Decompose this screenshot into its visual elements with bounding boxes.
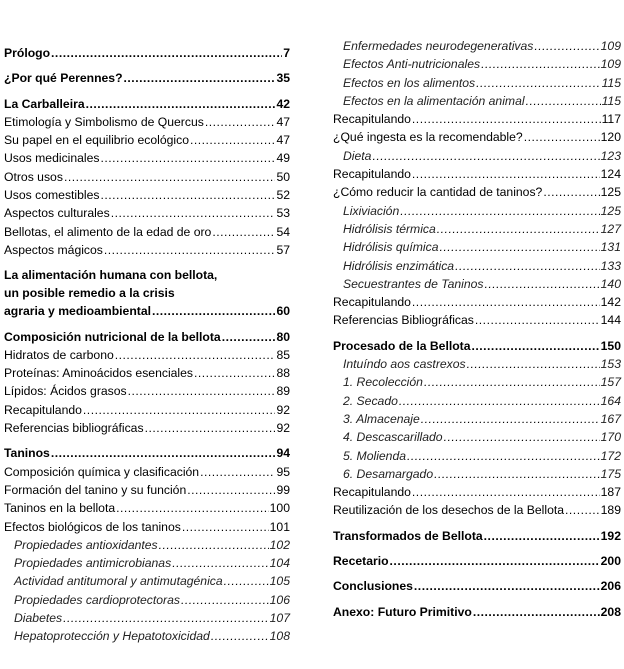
toc-subentry[interactable] <box>333 257 621 275</box>
entry-title: Hidrólisis química <box>343 240 439 255</box>
page-number: 7 <box>283 46 290 60</box>
entry-title: Conclusiones <box>333 579 413 594</box>
toc-entry[interactable] <box>333 483 621 501</box>
toc-entry[interactable] <box>333 501 621 519</box>
page-number: 192 <box>600 528 621 543</box>
entry-title: Recapitulando <box>333 485 411 500</box>
toc-subentry[interactable] <box>333 465 621 483</box>
toc-section-heading[interactable] <box>4 266 290 320</box>
toc-subentry[interactable] <box>333 275 621 293</box>
page-number: 115 <box>601 93 621 108</box>
page-number: 57 <box>276 242 290 257</box>
toc-entry[interactable] <box>333 183 621 201</box>
toc-entry[interactable] <box>4 186 290 204</box>
toc-subentry[interactable] <box>333 55 621 73</box>
page-number: 47 <box>276 133 290 148</box>
toc-section-heading[interactable] <box>333 527 621 545</box>
entry-title: Composición química y clasificación <box>4 464 200 479</box>
page-number: 115 <box>601 75 621 90</box>
heading-line: un posible remedio a la crisis <box>4 286 175 301</box>
entry-title: Efectos en los alimentos <box>343 75 476 90</box>
page-number: 92 <box>276 421 290 436</box>
dot-leader <box>467 355 600 373</box>
toc-entry[interactable] <box>4 518 290 536</box>
section-gap <box>4 62 290 69</box>
entry-title: ¿Por qué Perennes? <box>4 71 123 86</box>
toc-section-heading[interactable] <box>4 444 290 462</box>
dot-leader <box>194 364 275 382</box>
toc-entry[interactable] <box>333 165 621 183</box>
entry-title: 5. Molienda <box>343 448 407 463</box>
dot-leader <box>421 410 600 428</box>
dot-leader <box>159 536 269 554</box>
page-number: 123 <box>600 148 621 163</box>
dot-leader <box>526 92 601 110</box>
dot-leader <box>399 392 600 410</box>
toc-entry[interactable] <box>4 382 290 400</box>
toc-section-heading[interactable] <box>4 95 290 113</box>
toc-entry[interactable] <box>4 113 290 131</box>
page-number: 153 <box>600 357 621 372</box>
toc-entry[interactable] <box>4 481 290 499</box>
entry-title: 4. Descascarillado <box>343 430 443 445</box>
section-gap <box>333 330 621 337</box>
dot-leader <box>437 220 600 238</box>
toc-subentry[interactable] <box>333 428 621 446</box>
dot-leader <box>190 131 275 149</box>
toc-subentry[interactable] <box>333 202 621 220</box>
dot-leader <box>412 110 601 128</box>
toc-subentry[interactable] <box>333 238 621 256</box>
dot-leader <box>481 55 600 73</box>
toc-entry[interactable] <box>4 168 290 186</box>
page-number: 108 <box>269 629 290 644</box>
page-number: 42 <box>276 96 290 111</box>
entry-title: Otros usos <box>4 169 63 184</box>
dot-leader <box>484 527 600 545</box>
page-number: 175 <box>600 466 621 481</box>
dot-leader <box>86 95 276 113</box>
toc-subentry[interactable] <box>333 392 621 410</box>
entry-title: Referencias bibliográficas <box>4 421 144 436</box>
dot-leader <box>63 609 269 627</box>
section-gap <box>4 437 290 444</box>
entry-title: Intuíndo aos castrexos <box>343 357 466 372</box>
toc-section-heading[interactable] <box>333 577 621 595</box>
dot-leader <box>83 401 276 419</box>
entry-title: Procesado de la Bellota <box>333 338 471 353</box>
dot-leader <box>111 204 276 222</box>
page-number: 52 <box>276 188 290 203</box>
dot-leader <box>187 481 275 499</box>
page-number: 50 <box>276 169 290 184</box>
dot-leader <box>412 165 600 183</box>
entry-title: 6. Desamargado <box>343 466 434 481</box>
dot-leader <box>181 591 269 609</box>
page-number: 101 <box>269 519 290 534</box>
entry-title: Recapitulando <box>333 112 411 127</box>
toc-entry[interactable] <box>333 293 621 311</box>
dot-leader <box>372 147 599 165</box>
entry-title: Hidrólisis térmica <box>343 221 436 236</box>
dot-leader <box>51 444 276 462</box>
entry-title: Aspectos culturales <box>4 206 110 221</box>
dot-leader <box>128 382 276 400</box>
page-number: 120 <box>600 130 621 145</box>
page-number: 164 <box>600 393 621 408</box>
page-number: 140 <box>600 276 621 291</box>
toc-subentry[interactable] <box>333 92 621 110</box>
page-number: 172 <box>600 448 621 463</box>
page-number: 170 <box>600 430 621 445</box>
dot-leader <box>475 311 600 329</box>
entry-title: Dieta <box>343 148 372 163</box>
heading-line: La alimentación humana con bellota, <box>4 268 218 283</box>
page-number: 117 <box>601 112 621 127</box>
dot-leader <box>172 554 268 572</box>
dot-leader <box>104 241 276 259</box>
page-number: 95 <box>276 464 290 479</box>
page-number: 187 <box>600 485 621 500</box>
page-number: 189 <box>600 503 621 518</box>
page-number: 157 <box>600 375 621 390</box>
toc-subentry[interactable] <box>333 373 621 391</box>
entry-title: Recapitulando <box>333 295 411 310</box>
dot-leader <box>434 465 600 483</box>
page-number: 109 <box>600 39 621 53</box>
page-number: 107 <box>269 611 290 626</box>
entry-title: Lixiviación <box>343 203 400 218</box>
page-number: 144 <box>600 313 621 328</box>
section-gap <box>333 520 621 527</box>
dot-leader <box>440 238 600 256</box>
section-gap <box>333 596 621 603</box>
toc-subentry[interactable] <box>333 37 621 55</box>
entry-title: Hidratos de carbono <box>4 347 114 362</box>
entry-title: Recapitulando <box>333 167 411 182</box>
entry-title: Enfermedades neurodegenerativas <box>343 39 534 53</box>
page-number: 49 <box>276 151 290 166</box>
entry-title: agraria y medioambiental <box>4 304 151 319</box>
page-number: 167 <box>600 411 621 426</box>
entry-title: Recetario <box>333 554 389 569</box>
entry-title: Anexo: Futuro Primitivo <box>333 604 472 619</box>
page-number: 125 <box>600 203 621 218</box>
section-gap <box>4 321 290 328</box>
section-gap <box>4 37 290 44</box>
dot-leader <box>116 499 269 517</box>
page-number: 54 <box>276 224 290 239</box>
dot-leader <box>484 275 599 293</box>
toc-entry[interactable] <box>4 149 290 167</box>
toc-subentry[interactable] <box>4 627 290 645</box>
dot-leader <box>534 37 599 55</box>
dot-leader <box>200 463 275 481</box>
page-number: 85 <box>276 347 290 362</box>
entry-title: Hidrólisis enzimática <box>343 258 455 273</box>
toc-left-column <box>4 37 290 646</box>
page-number: 100 <box>269 501 290 516</box>
entry-title: Usos medicinales <box>4 151 100 166</box>
toc-subentry[interactable] <box>333 74 621 92</box>
toc-subentry[interactable] <box>333 355 621 373</box>
dot-leader <box>412 483 600 501</box>
toc-entry[interactable] <box>4 241 290 259</box>
dot-leader <box>472 337 600 355</box>
dot-leader <box>407 447 600 465</box>
dot-leader <box>64 168 276 186</box>
entry-title: 1. Recolección <box>343 375 423 390</box>
entry-title: Efectos en la alimentación animal <box>343 93 525 108</box>
dot-leader <box>412 293 600 311</box>
dot-leader <box>543 183 599 201</box>
toc-entry[interactable] <box>333 128 621 146</box>
dot-leader <box>205 113 276 131</box>
toc-entry[interactable] <box>4 364 290 382</box>
page-number: 105 <box>269 574 290 589</box>
page-number: 35 <box>276 71 290 86</box>
toc-entry[interactable] <box>4 401 290 419</box>
dot-leader <box>51 44 282 62</box>
page-number: 124 <box>600 167 621 182</box>
dot-leader <box>400 202 599 220</box>
toc-subentry[interactable] <box>333 220 621 238</box>
entry-title: ¿Cómo reducir la cantidad de taninos? <box>333 185 543 200</box>
entry-title: 2. Secado <box>343 393 398 408</box>
section-gap <box>4 259 290 266</box>
dot-leader <box>390 552 600 570</box>
toc-entry[interactable] <box>333 110 621 128</box>
entry-title: Proteínas: Aminoácidos esenciales <box>4 366 194 381</box>
toc-subentry[interactable] <box>333 147 621 165</box>
page-number: 208 <box>600 604 621 619</box>
toc-entry[interactable] <box>4 419 290 437</box>
page-number: 106 <box>269 592 290 607</box>
dot-leader <box>444 428 600 446</box>
entry-title: Efectos Anti-nutricionales <box>343 57 481 72</box>
toc-entry[interactable] <box>333 311 621 329</box>
toc-section-heading[interactable] <box>333 603 621 621</box>
dot-leader <box>101 186 276 204</box>
toc-section-heading[interactable] <box>4 328 290 346</box>
toc-section-heading[interactable] <box>4 69 290 87</box>
entry-title: Bellotas, el alimento de la edad de oro <box>4 224 212 239</box>
toc-entry-last-line <box>4 302 290 320</box>
dot-leader <box>222 328 276 346</box>
page-number: 53 <box>276 206 290 221</box>
entry-title: Su papel en el equilibrio ecológico <box>4 133 189 148</box>
dot-leader <box>224 572 269 590</box>
entry-title: ¿Qué ingesta es la recomendable? <box>333 130 523 145</box>
dot-leader <box>455 257 600 275</box>
entry-title: La Carballeira <box>4 96 85 111</box>
page-number: 92 <box>276 402 290 417</box>
page-number: 127 <box>600 221 621 236</box>
page-number: 94 <box>276 446 290 461</box>
toc-subentry[interactable] <box>4 554 290 572</box>
page-number: 89 <box>276 384 290 399</box>
entry-title: Lípidos: Ácidos grasos <box>4 384 127 399</box>
dot-leader <box>414 577 600 595</box>
entry-title: Recapitulando <box>4 402 82 417</box>
dot-leader <box>101 149 276 167</box>
toc-subentry[interactable] <box>4 572 290 590</box>
entry-title: Referencias Bibliográficas <box>333 313 474 328</box>
page-number: 99 <box>276 482 290 497</box>
dot-leader <box>115 346 276 364</box>
page-number: 200 <box>600 554 621 569</box>
toc-subentry[interactable] <box>4 609 290 627</box>
dot-leader <box>524 128 600 146</box>
entry-title: Secuestrantes de Taninos <box>343 276 484 291</box>
toc-subentry[interactable] <box>4 591 290 609</box>
toc-section-heading[interactable] <box>333 552 621 570</box>
entry-title: Composición nutricional de la bellota <box>4 329 221 344</box>
page-number: 109 <box>600 57 621 72</box>
entry-title: Hepatoprotección y Hepatotoxicidad <box>14 629 210 644</box>
entry-title: Propiedades cardioprotectoras <box>14 592 180 607</box>
page-number: 131 <box>600 240 621 255</box>
page-number: 102 <box>269 537 290 552</box>
dot-leader <box>124 69 276 87</box>
entry-title: Aspectos mágicos <box>4 242 103 257</box>
section-gap <box>333 570 621 577</box>
dot-leader <box>473 603 600 621</box>
dot-leader <box>424 373 600 391</box>
entry-title: Prólogo <box>4 46 51 60</box>
page-number: 150 <box>600 338 621 353</box>
dot-leader <box>152 302 275 320</box>
page-number: 133 <box>600 258 621 273</box>
page-number: 80 <box>276 329 290 344</box>
page-number: 88 <box>276 366 290 381</box>
entry-title: Transformados de Bellota <box>333 528 483 543</box>
toc-entry[interactable] <box>4 463 290 481</box>
toc-section-heading[interactable] <box>333 337 621 355</box>
toc-subentry[interactable] <box>333 410 621 428</box>
toc-subentry[interactable] <box>333 447 621 465</box>
entry-title: Propiedades antioxidantes <box>14 537 158 552</box>
entry-title: Usos comestibles <box>4 188 100 203</box>
entry-title: Taninos <box>4 446 50 461</box>
page-number: 142 <box>600 295 621 310</box>
entry-title: Taninos en la bellota <box>4 501 116 516</box>
entry-title: Propiedades antimicrobianas <box>14 556 172 571</box>
toc-right-column <box>333 37 621 621</box>
entry-title: Diabetes <box>14 611 63 626</box>
toc-entry[interactable] <box>4 499 290 517</box>
dot-leader <box>211 627 269 645</box>
page-number: 47 <box>276 114 290 129</box>
page-number: 125 <box>600 185 621 200</box>
section-gap <box>4 88 290 95</box>
dot-leader <box>565 501 600 519</box>
entry-title: Actividad antitumoral y antimutagénica <box>14 574 223 589</box>
toc-entry[interactable] <box>4 223 290 241</box>
section-gap <box>333 545 621 552</box>
toc-section-heading[interactable] <box>4 44 290 62</box>
dot-leader <box>145 419 276 437</box>
page-number: 60 <box>276 304 290 319</box>
toc-entry[interactable] <box>4 131 290 149</box>
dot-leader <box>476 74 600 92</box>
entry-title: Etimología y Simbolismo de Quercus <box>4 114 204 129</box>
entry-title: 3. Almacenaje <box>343 411 420 426</box>
toc-entry[interactable] <box>4 204 290 222</box>
entry-title: Efectos biológicos de los taninos <box>4 519 181 534</box>
toc-entry[interactable] <box>4 346 290 364</box>
page-number: 206 <box>600 579 621 594</box>
dot-leader <box>212 223 275 241</box>
toc-subentry[interactable] <box>4 536 290 554</box>
dot-leader <box>182 518 269 536</box>
page-number: 104 <box>269 556 290 571</box>
entry-title: Reutilización de los desechos de la Bellota <box>333 503 565 518</box>
entry-title: Formación del tanino y su función <box>4 482 187 497</box>
